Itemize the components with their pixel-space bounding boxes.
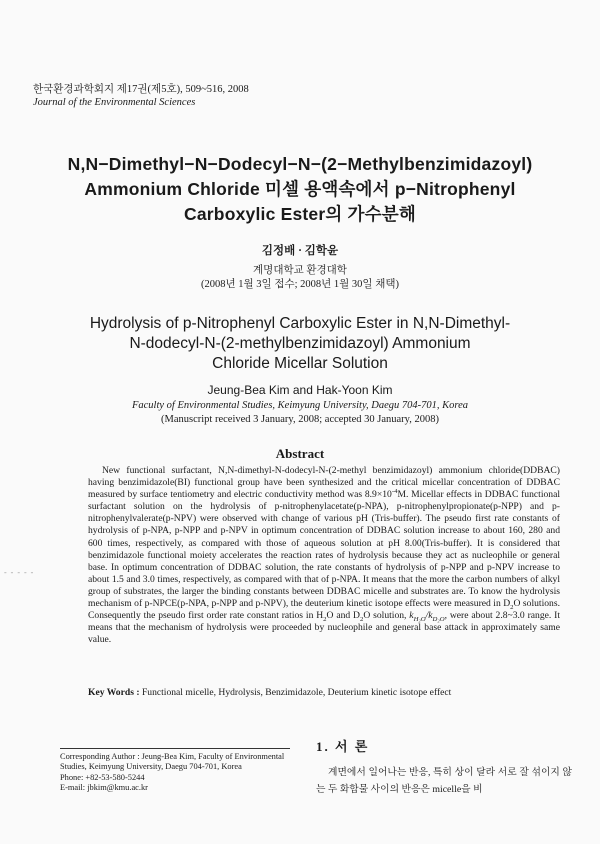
rate-symbol: /k xyxy=(425,610,433,622)
english-title-line: Hydrolysis of p-Nitrophenyl Carboxylic Ester in N,N-Dimethyl- xyxy=(89,315,511,332)
keywords-text: Functional micelle, Hydrolysis, Benzimidazole, Deuterium kinetic isotope effect xyxy=(141,687,452,698)
journal-header xyxy=(33,84,249,109)
footnote-divider xyxy=(60,748,290,749)
abstract-subscript: 2 xyxy=(359,616,364,624)
margin-mark: - - - - - xyxy=(4,568,35,577)
abstract-subscript: 2 xyxy=(323,616,327,624)
abstract-exponent: -4 xyxy=(391,488,398,495)
korean-title-line: Carboxylic Ester의 가수분해 xyxy=(184,204,416,224)
abstract-text: , were about 2.8~3.0 range. It means that the mechanism of hydrolysis were proceeded by nucleophile and general base attack in approximately same value. xyxy=(88,610,560,646)
journal-citation: 한국환경과학회지 제17권(제5호), 509~516, 2008 xyxy=(33,84,249,95)
rate-symbol: k xyxy=(409,610,414,622)
rate-subscript: D₂O xyxy=(432,616,445,624)
korean-title xyxy=(30,152,570,227)
abstract-text: M. Micellar effects in DDBAC functional surfactant solution on the hydrolysis of p-nitrophenylacetate(p-NPA), p-nitrophenylpropionate(p-NPP) and p-nitrophenylvalerate(p-NPV) were observed with change of various pH (Tris-buffer). The pseudo first rate constants of hydrolysis of p-NPA, p-NPP and p-NPV in optimum concentration of DDBAC solution increase to about 160, 280 and 600 times, respectively, as compared with those of aqueous solution at pH 8.00(Tris-buffer). It is considered that benzimidazole functional moiety accelerates the reaction rates of hydrolysis because they act as nucleophile or general base. In optimum concentration of DDBAC solution, the rate constants of hydrolysis of p-NPP and p-NPV increase to about 1.5 and 3.0 times, respectively, as compared with that of p-NPA. It means that the more the carbon numbers of alkyl group of substrates, the larger the binding constants between DDBAC micelle and substrates are. To know the hydrolysis mechanism of p-NPCE(p-NPA, p-NPP and p-NPV), the deuterium kinetic isotope effects were measured in D xyxy=(88,489,561,610)
english-title-line: N-dodecyl-N-(2-methylbenzimidazoyl) Ammonium xyxy=(129,335,471,352)
english-affiliation: Faculty of Environmental Studies, Keimyung University, Daegu 704-701, Korea xyxy=(131,400,469,411)
korean-affiliation: 계명대학교 환경대학 xyxy=(253,265,347,276)
korean-title-line: Ammonium Chloride 미셀 용액속에서 p−Nitrophenyl xyxy=(84,179,516,199)
abstract-subscript: 2 xyxy=(510,603,514,611)
abstract-body xyxy=(88,465,560,646)
abstract-text: O solutions. Consequently the pseudo first order rate constant ratios in H xyxy=(88,598,560,622)
corresponding-author-footnote xyxy=(60,752,300,793)
footnote-email: E-mail: jbkim@kmu.ac.kr xyxy=(60,782,148,792)
korean-authors: 김정배 · 김학윤 xyxy=(261,245,339,257)
journal-name: Journal of the Environmental Sciences xyxy=(33,96,196,108)
keywords xyxy=(88,687,560,698)
abstract-heading: Abstract xyxy=(275,446,325,461)
keywords-label: Key Words : xyxy=(88,687,142,698)
footnote-author: Corresponding Author : Jeung-Bea Kim, Faculty of Environmental Studies, Keimyung University, Daegu 704-701, Korea xyxy=(60,752,285,772)
introduction-body: 계면에서 일어나는 반응, 특히 상이 달라 서로 잘 섞이지 않는 두 화합물 사이의 반응은 micelle을 비 xyxy=(316,767,572,795)
section-title-introduction: 1. 서 론 xyxy=(316,739,370,754)
abstract-text: New functional surfactant, N,N-dimethyl-N-dodecyl-N-(2-methyl benzimidazoyl) ammonium chloride(DDBAC) having benzimidazole(BI) functional group have been synthesized and the critical micellar concentration of DDBAC measured by surface tentiometry and electric conductivity method was 8.9×10 xyxy=(88,465,560,501)
korean-title-line: N,N−Dimethyl−N−Dodecyl−N−(2−Methylbenzimidazoyl) xyxy=(67,154,533,174)
footnote-phone: Phone: +82-53-580-5244 xyxy=(60,772,145,782)
english-title xyxy=(40,314,560,374)
rate-subscript: H₂O xyxy=(413,616,426,624)
korean-received-date: (2008년 1월 3일 접수; 2008년 1월 30일 채택) xyxy=(201,279,399,290)
abstract-text: O and D xyxy=(326,610,360,622)
english-received-date: (Manuscript received 3 January, 2008; accepted 30 January, 2008) xyxy=(161,414,439,425)
abstract-text: O solution, xyxy=(363,610,410,622)
rate-ratio xyxy=(409,610,445,624)
english-title-line: Chloride Micellar Solution xyxy=(212,355,388,372)
english-authors: Jeung-Bea Kim and Hak-Yoon Kim xyxy=(207,383,393,397)
